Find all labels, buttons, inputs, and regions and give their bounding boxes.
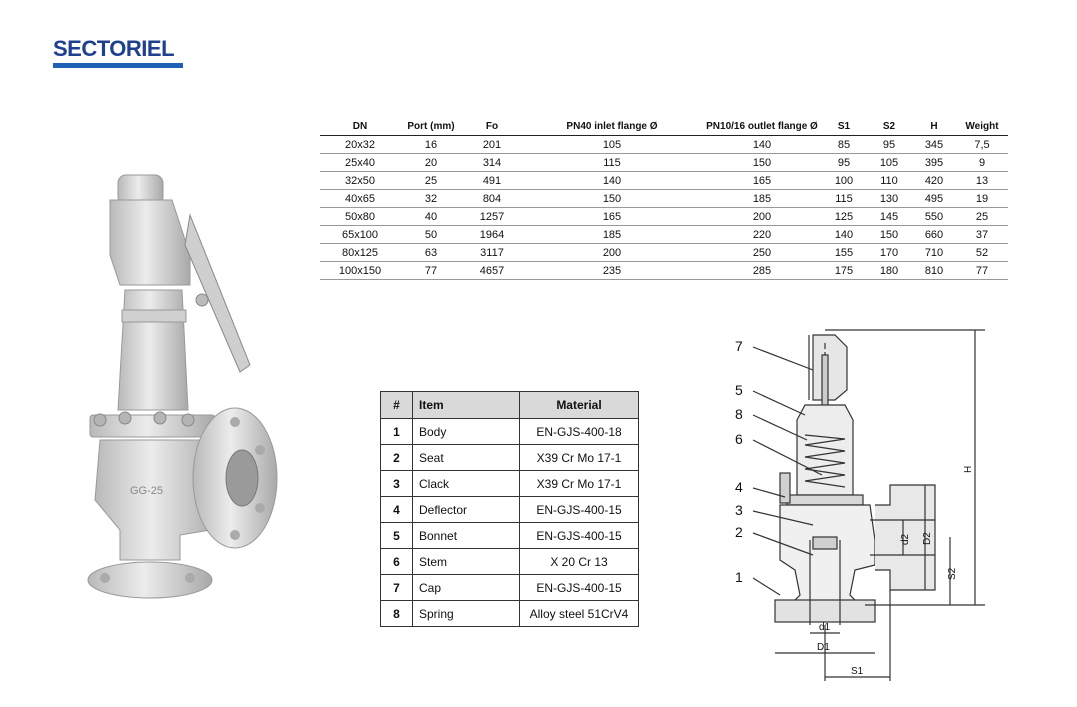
- flange-hole: [255, 503, 265, 513]
- table-row: [320, 262, 1008, 280]
- col-item: Item: [413, 392, 520, 419]
- table-cell: 13: [956, 172, 1008, 190]
- drawing-bonnet-flange: [787, 495, 863, 505]
- table-cell: 63: [400, 244, 462, 262]
- drawing-cap: [813, 335, 847, 400]
- sectoriel-logo: [53, 36, 183, 72]
- callout-6: 6: [735, 431, 743, 447]
- bonnet-ring: [122, 310, 186, 322]
- table-cell: 2: [381, 445, 413, 471]
- callout-8: 8: [735, 406, 743, 422]
- table-cell: 105: [522, 136, 702, 154]
- label-d2: d2: [900, 533, 911, 545]
- table-cell: 201: [462, 136, 522, 154]
- callout-2: 2: [735, 524, 743, 540]
- table-row: [381, 601, 639, 627]
- flange-hole: [255, 445, 265, 455]
- table-cell: Stem: [413, 549, 520, 575]
- table-cell: 185: [522, 226, 702, 244]
- dimensions-header-row: [320, 117, 1008, 136]
- table-cell: X39 Cr Mo 17-1: [520, 445, 639, 471]
- col-weight: Weight: [956, 117, 1008, 136]
- table-row: [381, 471, 639, 497]
- table-cell: 550: [912, 208, 956, 226]
- table-cell: 77: [400, 262, 462, 280]
- table-cell: Spring: [413, 601, 520, 627]
- leader-1: [753, 578, 780, 595]
- table-cell: 25: [400, 172, 462, 190]
- label-S2: S2: [947, 567, 958, 580]
- bonnet-flange: [90, 415, 215, 437]
- materials-body: [381, 419, 639, 627]
- table-row: [381, 419, 639, 445]
- drawing-inlet-flange: [775, 600, 875, 622]
- flange-hole: [185, 573, 195, 583]
- col-number: #: [381, 392, 413, 419]
- table-cell: 1964: [462, 226, 522, 244]
- table-row: [320, 244, 1008, 262]
- logo-text: SECTORIEL: [53, 36, 175, 61]
- table-cell: 220: [702, 226, 822, 244]
- table-cell: 395: [912, 154, 956, 172]
- col-material: Material: [520, 392, 639, 419]
- table-row: [381, 523, 639, 549]
- table-cell: 250: [702, 244, 822, 262]
- table-cell: 145: [866, 208, 912, 226]
- table-cell: 170: [866, 244, 912, 262]
- bolt: [182, 414, 194, 426]
- col-h: H: [912, 117, 956, 136]
- table-cell: EN-GJS-400-15: [520, 575, 639, 601]
- table-cell: 1257: [462, 208, 522, 226]
- table-cell: 4657: [462, 262, 522, 280]
- table-cell: 150: [702, 154, 822, 172]
- leader-7: [753, 347, 813, 370]
- table-cell: 40x65: [320, 190, 400, 208]
- callout-5: 5: [735, 382, 743, 398]
- col-dn: DN: [320, 117, 400, 136]
- col-inlet-flange: PN40 inlet flange Ø: [522, 117, 702, 136]
- dimensions-body: [320, 136, 1008, 280]
- table-cell: Bonnet: [413, 523, 520, 549]
- table-row: [320, 190, 1008, 208]
- drawing-body: [780, 505, 875, 605]
- table-cell: 65x100: [320, 226, 400, 244]
- table-cell: 50: [400, 226, 462, 244]
- table-cell: 20x32: [320, 136, 400, 154]
- table-cell: 110: [866, 172, 912, 190]
- label-D1: D1: [817, 642, 830, 653]
- cap: [110, 200, 190, 285]
- table-cell: 200: [702, 208, 822, 226]
- table-cell: 6: [381, 549, 413, 575]
- table-row: [320, 226, 1008, 244]
- table-cell: 804: [462, 190, 522, 208]
- leader-5: [753, 391, 805, 415]
- table-cell: 7,5: [956, 136, 1008, 154]
- table-row: [381, 549, 639, 575]
- cast-marking: GG-25: [130, 485, 164, 497]
- table-cell: 810: [912, 262, 956, 280]
- table-cell: 16: [400, 136, 462, 154]
- lever: [185, 215, 250, 372]
- flange-hole: [230, 530, 240, 540]
- table-cell: 100: [822, 172, 866, 190]
- table-cell: Clack: [413, 471, 520, 497]
- table-cell: 95: [866, 136, 912, 154]
- callout-3: 3: [735, 502, 743, 518]
- table-cell: 185: [702, 190, 822, 208]
- bolt: [94, 414, 106, 426]
- lever-pin: [196, 294, 208, 306]
- table-cell: 140: [522, 172, 702, 190]
- table-cell: 85: [822, 136, 866, 154]
- table-cell: 95: [822, 154, 866, 172]
- table-cell: 8: [381, 601, 413, 627]
- table-cell: 165: [522, 208, 702, 226]
- callout-1: 1: [735, 569, 743, 585]
- flange-hole: [230, 417, 240, 427]
- table-cell: 710: [912, 244, 956, 262]
- table-cell: 3: [381, 471, 413, 497]
- col-s1: S1: [822, 117, 866, 136]
- table-cell: 52: [956, 244, 1008, 262]
- table-cell: X39 Cr Mo 17-1: [520, 471, 639, 497]
- table-row: [320, 136, 1008, 154]
- label-d1: d1: [819, 622, 831, 633]
- table-cell: 25x40: [320, 154, 400, 172]
- table-row: [320, 208, 1008, 226]
- table-cell: 150: [866, 226, 912, 244]
- table-cell: 100x150: [320, 262, 400, 280]
- valve-cross-section-diagram: [725, 325, 995, 685]
- table-cell: 3117: [462, 244, 522, 262]
- flange-hole: [100, 573, 110, 583]
- table-cell: 32: [400, 190, 462, 208]
- table-cell: 155: [822, 244, 866, 262]
- table-cell: 200: [522, 244, 702, 262]
- table-row: [320, 172, 1008, 190]
- table-cell: 37: [956, 226, 1008, 244]
- table-cell: 660: [912, 226, 956, 244]
- table-cell: 125: [822, 208, 866, 226]
- col-fo: Fo: [462, 117, 522, 136]
- bolt: [154, 412, 166, 424]
- table-cell: 50x80: [320, 208, 400, 226]
- table-cell: 150: [522, 190, 702, 208]
- table-row: [381, 497, 639, 523]
- bonnet: [118, 290, 188, 410]
- label-S1: S1: [851, 666, 864, 677]
- table-cell: 80x125: [320, 244, 400, 262]
- label-H: H: [963, 465, 974, 473]
- table-cell: 285: [702, 262, 822, 280]
- table-cell: 77: [956, 262, 1008, 280]
- table-cell: 420: [912, 172, 956, 190]
- table-cell: 115: [522, 154, 702, 172]
- table-cell: EN-GJS-400-15: [520, 497, 639, 523]
- col-outlet-flange: PN10/16 outlet flange Ø: [702, 117, 822, 136]
- table-cell: 40: [400, 208, 462, 226]
- table-row: [320, 154, 1008, 172]
- table-cell: 32x50: [320, 172, 400, 190]
- table-row: [381, 445, 639, 471]
- label-D2: D2: [922, 532, 933, 545]
- table-cell: 175: [822, 262, 866, 280]
- col-s2: S2: [866, 117, 912, 136]
- table-cell: 180: [866, 262, 912, 280]
- table-cell: 9: [956, 154, 1008, 172]
- outlet-port: [226, 450, 258, 506]
- table-cell: 1: [381, 419, 413, 445]
- table-cell: 4: [381, 497, 413, 523]
- table-cell: 165: [702, 172, 822, 190]
- valve-photo: [60, 160, 290, 610]
- table-cell: EN-GJS-400-15: [520, 523, 639, 549]
- logo-underline: [53, 63, 183, 68]
- table-cell: 345: [912, 136, 956, 154]
- materials-table: [380, 391, 639, 627]
- callout-4: 4: [735, 479, 743, 495]
- table-cell: 140: [822, 226, 866, 244]
- drawing-deflector-bolt: [780, 473, 790, 503]
- col-port: Port (mm): [400, 117, 462, 136]
- materials-header-row: [381, 392, 639, 419]
- table-cell: 130: [866, 190, 912, 208]
- table-cell: EN-GJS-400-18: [520, 419, 639, 445]
- table-cell: 5: [381, 523, 413, 549]
- table-cell: 140: [702, 136, 822, 154]
- table-cell: 314: [462, 154, 522, 172]
- callout-7: 7: [735, 338, 743, 354]
- table-cell: Body: [413, 419, 520, 445]
- table-cell: Deflector: [413, 497, 520, 523]
- table-cell: 491: [462, 172, 522, 190]
- table-cell: 115: [822, 190, 866, 208]
- table-cell: 19: [956, 190, 1008, 208]
- bolt: [119, 412, 131, 424]
- table-cell: X 20 Cr 13: [520, 549, 639, 575]
- table-cell: Cap: [413, 575, 520, 601]
- table-cell: 105: [866, 154, 912, 172]
- table-cell: 20: [400, 154, 462, 172]
- table-cell: Seat: [413, 445, 520, 471]
- table-cell: 495: [912, 190, 956, 208]
- table-cell: Alloy steel 51CrV4: [520, 601, 639, 627]
- table-row: [381, 575, 639, 601]
- table-cell: 235: [522, 262, 702, 280]
- dimensions-table: [320, 117, 1008, 280]
- table-cell: 7: [381, 575, 413, 601]
- table-cell: 25: [956, 208, 1008, 226]
- drawing-seat: [813, 537, 837, 549]
